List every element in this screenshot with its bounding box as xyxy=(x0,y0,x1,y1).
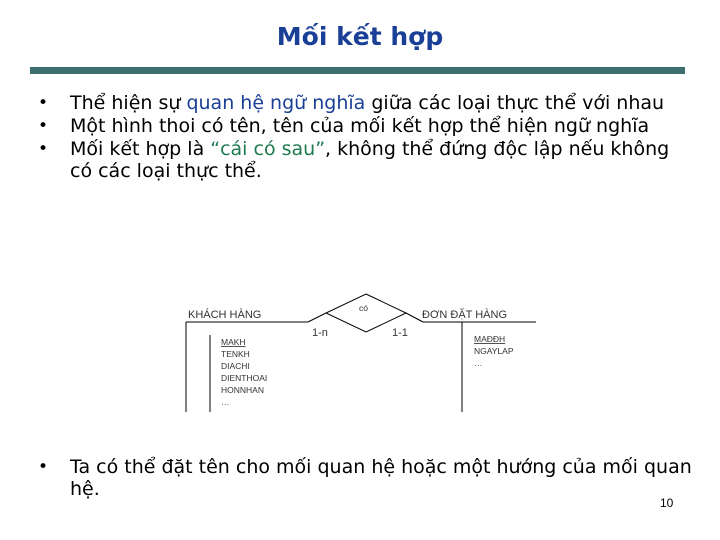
highlight-semantic: quan hệ ngữ nghĩa xyxy=(186,92,366,114)
bullet-item xyxy=(32,138,692,182)
relationship-link-right xyxy=(406,313,423,322)
entity-right-attr: … xyxy=(474,358,483,368)
entity-right-attr: NGAYLAP xyxy=(474,346,514,356)
bullet-item xyxy=(32,115,692,137)
entity-left-attr: TENKH xyxy=(221,349,250,359)
entity-left-attr: DIACHI xyxy=(221,361,250,371)
relationship-link-left xyxy=(308,313,326,322)
bullet-dot-icon: • xyxy=(38,116,49,136)
entity-left-name: KHÁCH HÀNG xyxy=(188,309,262,321)
er-diagram xyxy=(0,280,720,415)
bullet-dot-icon: • xyxy=(38,93,49,113)
bullet-item xyxy=(32,456,692,500)
entity-left-attr: DIENTHOAI xyxy=(221,373,268,383)
bullet-text: Một hình thoi có tên, tên của mối kết hợp thể hiện ngữ nghĩa xyxy=(70,115,650,137)
entity-left-attr: HONNHAN xyxy=(221,385,264,395)
bullet-text: Thể hiện sự quan hệ ngữ nghĩa giữa các loại thực thể với nhau xyxy=(70,92,665,114)
bullet-item xyxy=(32,92,692,114)
slide-title: Mối kết hợp xyxy=(276,22,444,51)
relationship-name: có xyxy=(359,303,368,313)
bullet-text: Ta có thể đặt tên cho mối quan hệ hoặc một hướng của mối quan hệ. xyxy=(70,456,692,500)
cardinality-right: 1-1 xyxy=(392,327,408,339)
highlight-quote: “cái có sau” xyxy=(210,138,326,160)
bottom-bullet xyxy=(32,456,692,501)
bullet-text: Mối kết hợp là “cái có sau”, không thể đứng độc lập nếu không có các loại thực thể. xyxy=(70,138,670,182)
entity-left-key: MAKH xyxy=(221,337,246,347)
bullet-dot-icon: • xyxy=(38,457,49,477)
page-number: 10 xyxy=(660,496,674,510)
entity-left-attr: … xyxy=(221,397,230,407)
entity-right-name: ĐƠN ĐẶT HÀNG xyxy=(422,309,508,321)
entity-right-key: MAĐĐH xyxy=(474,334,506,344)
bullet-dot-icon: • xyxy=(38,139,49,159)
bullet-list xyxy=(32,92,692,183)
title-divider xyxy=(30,67,685,74)
cardinality-left: 1-n xyxy=(312,327,328,339)
